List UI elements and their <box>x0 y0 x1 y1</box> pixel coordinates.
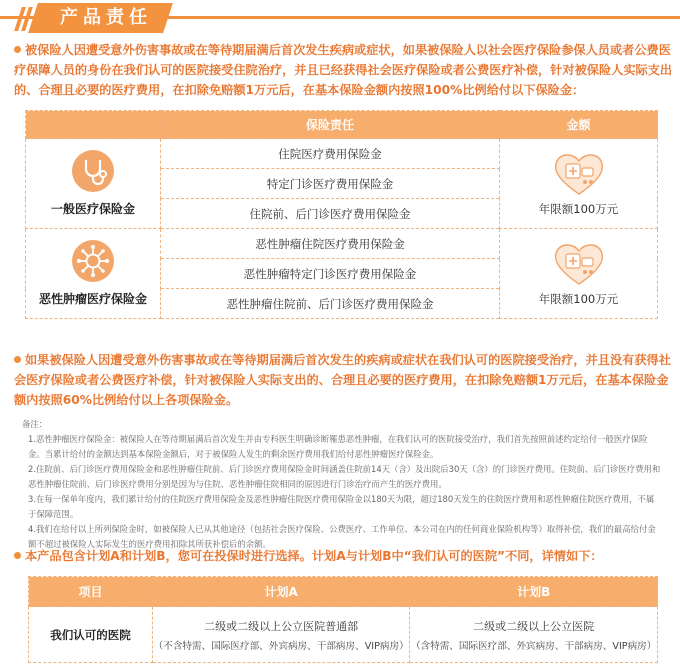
notes-section <box>22 417 662 552</box>
note-item: 2.住院前、后门诊医疗费用保险金和恶性肿瘤住院前、后门诊医疗费用保险金时间涵盖住院前14天（含）及出院后30天（含）的门诊医疗费用。住院前、后门诊医疗费用和恶性肿瘤住院前、后门诊医疗费用分别是因为与住院、恶性肿瘤住院相同的原因进行门诊治疗而产生的医疗费用。 <box>28 464 661 489</box>
coverage-item: 特定门诊医疗费用保险金 <box>161 169 500 199</box>
coverage-item: 住院医疗费用保险金 <box>161 139 500 169</box>
coverage-item: 恶性肿瘤特定门诊医疗费用保险金 <box>161 259 500 289</box>
page-title: 产品责任 <box>60 7 152 28</box>
plan-a-line1: 二级或二级以上公立医院普通部 <box>204 619 359 633</box>
bullet-dot-icon <box>14 46 21 53</box>
heart-medical-icon <box>549 241 609 287</box>
plan-b-line2: （含特需、国际医疗部、外宾病房、干部病房、VIP病房） <box>410 640 657 652</box>
cancer-medical-cell <box>26 229 161 319</box>
paragraph-3-text: 本产品包含计划A和计划B，您可在投保时进行选择。计划A与计划B中“我们认可的医院”不同，详情如下： <box>25 549 603 563</box>
note-item: 1.恶性肿瘤医疗保险金：被保险人在等待期届满后首次发生并由专科医生明确诊断罹患恶性肿瘤，在我们认可的医院接受治疗，我们首先按照前述约定给付一般医疗保险金。当累计给付的金额达到基本保险金额后，对于被保险人发生的剩余医疗费用我们给付恶性肿瘤医疗保险金。 <box>28 434 648 459</box>
note-item: 4.我们在给付以上所列保险金时，如被保险人已从其他途径（包括社会医疗保险、公费医疗、工作单位、本公司在内的任何商业保险机构等）取得补偿，我们的最高给付金额不超过被保险人实际发生的医疗费用扣除其所获补偿后的余额。 <box>28 524 656 549</box>
plan-table-header-plan-b: 计划B <box>410 577 658 607</box>
paragraph-coverage-insured <box>14 40 674 100</box>
stethoscope-icon <box>72 150 114 192</box>
plan-b-line1: 二级或二级以上公立医院 <box>473 619 595 633</box>
general-medical-cell <box>26 139 161 229</box>
plan-table-header-plan-a: 计划A <box>153 577 410 607</box>
bullet-dot-icon <box>14 552 21 559</box>
bullet-dot-icon <box>14 356 21 363</box>
paragraph-plans <box>14 546 674 566</box>
heart-medical-icon <box>549 151 609 197</box>
general-medical-amount-cell <box>500 139 658 229</box>
plan-table-header-item: 项目 <box>29 577 153 607</box>
plan-comparison-table <box>28 576 658 663</box>
cancer-medical-label: 恶性肿瘤医疗保险金 <box>38 292 147 306</box>
coverage-table-header-amount: 金额 <box>500 111 658 139</box>
coverage-table-header-duty: 保险责任 <box>161 111 500 139</box>
virus-cell-icon <box>72 240 114 282</box>
coverage-table <box>25 110 658 319</box>
plan-row-label: 我们认可的医院 <box>29 607 153 663</box>
plan-a-cell <box>153 607 410 663</box>
notes-title: 备注： <box>22 419 48 429</box>
coverage-item: 恶性肿瘤住院医疗费用保险金 <box>161 229 500 259</box>
paragraph-2-text: 如果被保险人因遭受意外伤害事故或在等待期届满后首次发生的疾病或症状在我们认可的医院接受治疗，并且没有获得社会医疗保险或者公费医疗补偿，针对被保险人实际支出的、合理且必要的医疗费用，在扣除免赔额1万元后，在基本保险金额内按照60%比例给付以上各项保险金。 <box>14 353 671 407</box>
general-medical-label: 一般医疗保险金 <box>50 202 135 216</box>
cancer-medical-amount-cell <box>500 229 658 319</box>
plan-b-cell <box>410 607 658 663</box>
header-stripes-icon <box>16 7 30 31</box>
general-medical-amount: 年限额100万元 <box>538 201 619 216</box>
coverage-item: 住院前、后门诊医疗费用保险金 <box>161 199 500 229</box>
coverage-table-header-blank <box>26 111 161 139</box>
paragraph-1-text: 被保险人因遭受意外伤害事故或在等待期届满后首次发生疾病或症状，如果被保险人以社会医疗保险参保人员或者公费医疗保障人员的身份在我们认可的医院接受住院治疗，并且已经获得社会医疗保险或者公费医疗补偿，针对被保险人实际支出的、合理且必要的医疗费用，在扣除免赔额1万元后，在基本保险金额内按照100%比例给付以下保险金： <box>14 43 673 97</box>
note-item: 3.在每一保单年度内，我们累计给付的住院医疗费用保险金及恶性肿瘤住院医疗费用保险金以180天为限，超过180天发生的住院医疗费用和恶性肿瘤住院医疗费用，不属于保障范围。 <box>28 494 655 519</box>
paragraph-no-insurance <box>14 350 674 410</box>
coverage-item: 恶性肿瘤住院前、后门诊医疗费用保险金 <box>161 289 500 319</box>
cancer-medical-amount: 年限额100万元 <box>538 291 619 306</box>
plan-a-line2: （不含特需、国际医疗部、外宾病房、干部病房、VIP病房） <box>153 640 409 652</box>
section-header <box>0 0 680 34</box>
